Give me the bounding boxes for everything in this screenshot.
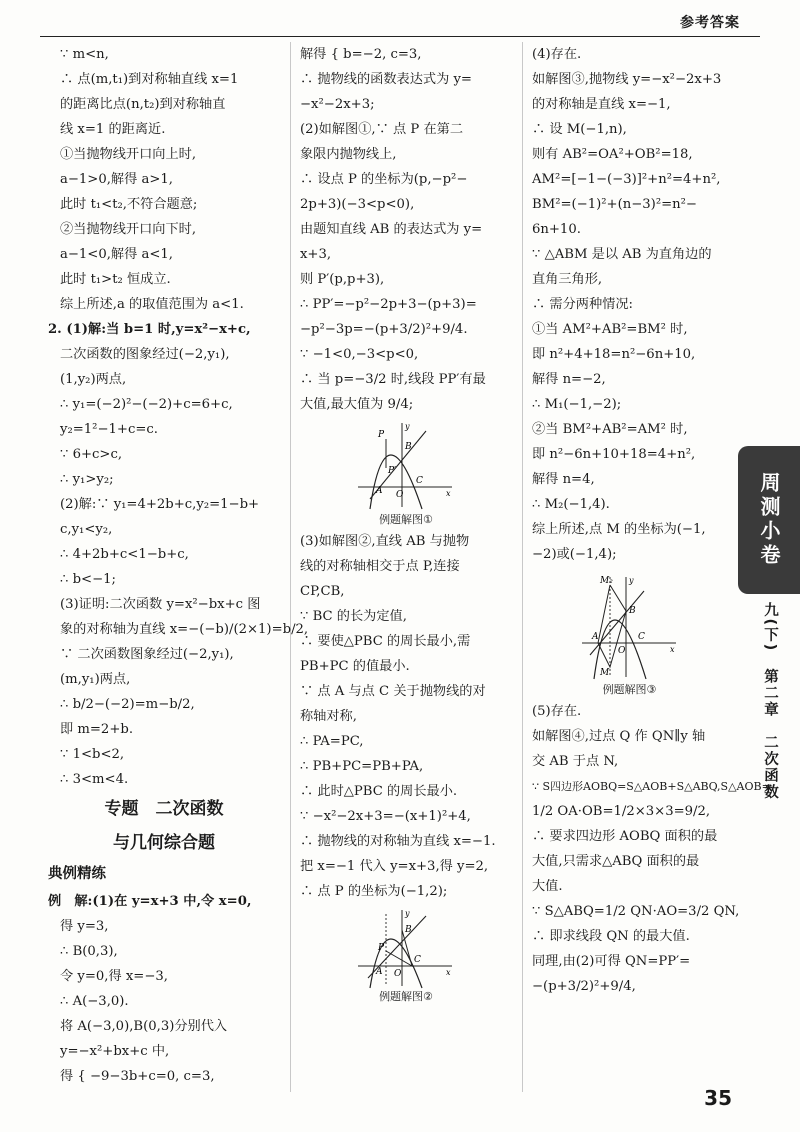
- text-line: ∴ 当 p=−3/2 时,线段 PP′有最: [300, 372, 486, 387]
- text-line: 解得 n=4,: [532, 472, 595, 487]
- label-a: A: [376, 967, 383, 977]
- text-line: ∴ PA=PC,: [300, 734, 364, 749]
- text-line: −2)或(−1,4);: [532, 547, 617, 562]
- text-line: −(p+3/2)²+9/4,: [532, 979, 636, 994]
- text-line: 如解图④,过点 Q 作 QN∥y 轴: [532, 729, 706, 744]
- text-line: ∴ b/2−(−2)=m−b/2,: [60, 697, 195, 712]
- text-line: c,y₁<y₂,: [60, 522, 113, 537]
- label-b: B: [405, 442, 412, 452]
- text-line: 线 x=1 的距离近.: [60, 122, 166, 137]
- text-line: 得 y=3,: [60, 919, 109, 934]
- text-line: 大值,最大值为 9/4;: [300, 397, 414, 412]
- text-line: ∵ −1<0,−3<p<0,: [300, 347, 419, 362]
- text-line: ∵ 6+c>c,: [60, 447, 123, 462]
- text-line: ∴ 需分两种情况:: [532, 297, 633, 312]
- label-m2: M₂: [599, 576, 613, 586]
- label-p: P: [378, 430, 385, 440]
- text-line: y₂=1²−1+c=c.: [60, 422, 158, 437]
- text-line: ∴ M₂(−1,4).: [532, 497, 610, 512]
- text-line: 称轴对称,: [300, 709, 357, 724]
- text-line: ∴ 要求四边形 AOBQ 面积的最: [532, 829, 718, 844]
- text-line: 1/2 OA·OB=1/2×3×3=9/2,: [532, 804, 711, 819]
- text-line: ∴ PP′=−p²−2p+3−(p+3)=: [300, 297, 477, 312]
- text-line: ∵ −x²−2x+3=−(x+1)²+4,: [300, 809, 471, 824]
- text-line: y=−x²+bx+c 中,: [60, 1044, 170, 1059]
- text-line: ∴ y₁=(−2)²−(−2)+c=6+c,: [60, 397, 233, 412]
- text-line: 二次函数的图象经过(−2,y₁),: [60, 347, 230, 362]
- text-line: 直角三角形,: [532, 272, 603, 287]
- text-line: ∴ A(−3,0).: [60, 994, 129, 1009]
- text-line: ①当抛物线开口向上时,: [60, 147, 197, 162]
- text-line: ∵ 1<b<2,: [60, 747, 125, 762]
- text-line: ∴ B(0,3),: [60, 944, 118, 959]
- label-c: C: [414, 955, 421, 965]
- text-line: (m,y₁)两点,: [60, 672, 131, 687]
- label-p-prime: P′: [388, 466, 397, 476]
- text-line: 把 x=−1 代入 y=x+3,得 y=2,: [300, 859, 489, 874]
- text-line: ∴ PB+PC=PB+PA,: [300, 759, 424, 774]
- text-line: ∴ 设点 P 的坐标为(p,−p²−: [300, 172, 468, 187]
- label-m1: M: [599, 668, 609, 678]
- text-line: ∴ 点 P 的坐标为(−1,2);: [300, 884, 448, 899]
- text-line: 6n+10.: [532, 222, 581, 237]
- text-line: ∴ y₁>y₂;: [60, 472, 114, 487]
- text-line: ∴ b<−1;: [60, 572, 116, 587]
- text-line: ∴ 3<m<4.: [60, 772, 129, 787]
- text-line: ∵ S△ABQ=1/2 QN·AO=3/2 QN,: [532, 904, 740, 919]
- text-line: x+3,: [300, 247, 332, 262]
- text-line: a−1>0,解得 a>1,: [60, 172, 173, 187]
- label-y: y: [405, 909, 410, 918]
- figure-1: [356, 421, 456, 511]
- label-a: A: [376, 486, 383, 496]
- text-line: 则有 AB²=OA²+OB²=18,: [532, 147, 693, 162]
- text-line: ∴ 点(m,t₁)到对称轴直线 x=1: [60, 72, 239, 87]
- text-line: ∵ 点 A 与点 C 关于抛物线的对: [300, 684, 486, 699]
- figure-caption: 例题解图③: [602, 683, 657, 696]
- chapter-label: 九(下) 第二章 二次函数: [762, 602, 778, 801]
- text-line: (1,y₂)两点,: [60, 372, 127, 387]
- text-line: 大值,只需求△ABQ 面积的最: [532, 854, 700, 869]
- side-tab: 周测小卷: [738, 446, 800, 594]
- text-line: ∵ 二次函数图象经过(−2,y₁),: [60, 647, 234, 662]
- label-p: P: [378, 943, 385, 953]
- text-line: ∴ 抛物线的对称轴为直线 x=−1.: [300, 834, 496, 849]
- text-line: 线的对称轴相交于点 P,连接: [300, 559, 460, 574]
- text-line: −x²−2x+3;: [300, 97, 375, 112]
- text-line: ∴ 4+2b+c<1−b+c,: [60, 547, 189, 562]
- text-line: 综上所述,点 M 的坐标为(−1,: [532, 522, 706, 537]
- text-line: 大值.: [532, 879, 563, 894]
- text-line: ∵ S四边形AOBQ=S△AOB+S△ABQ,S△AOB=: [532, 780, 771, 793]
- text-line: 2p+3)(−3<p<0),: [300, 197, 415, 212]
- label-c: C: [637, 632, 645, 642]
- label-y: y: [405, 422, 410, 431]
- label-y: y: [628, 576, 634, 585]
- label-b: B: [628, 606, 636, 616]
- text-line: (2)如解图①,∵ 点 P 在第二: [300, 122, 464, 137]
- text-line: 如解图③,抛物线 y=−x²−2x+3: [532, 72, 722, 87]
- header-rule: [40, 36, 760, 37]
- text-line: 此时 t₁>t₂ 恒成立.: [60, 272, 171, 287]
- text-line: 解得 { b=−2, c=3,: [300, 47, 422, 62]
- text-line: 即 n²+4+18=n²−6n+10,: [532, 347, 696, 362]
- text-line: 的对称轴是直线 x=−1,: [532, 97, 671, 112]
- text-line: 综上所述,a 的取值范围为 a<1.: [60, 297, 244, 312]
- text-line: 将 A(−3,0),B(0,3)分别代入: [60, 1019, 228, 1034]
- figure-caption: 例题解图①: [379, 513, 433, 526]
- column-2: [300, 42, 512, 1006]
- parabola: [370, 455, 422, 509]
- text-line: ∴ 即求线段 QN 的最大值.: [532, 929, 690, 944]
- text-line: 同理,由(2)可得 QN=PP′=: [532, 954, 691, 969]
- text-line: AM²=[−1−(−3)]²+n²=4+n²,: [532, 172, 721, 187]
- text-line: ∴ 设 M(−1,n),: [532, 122, 627, 137]
- text-line: ∴ 抛物线的函数表达式为 y=: [300, 72, 472, 87]
- text-line: (3)如解图②,直线 AB 与抛物: [300, 534, 470, 549]
- label-o: O: [617, 646, 625, 656]
- text-line: 得 { −9−3b+c=0, c=3,: [60, 1069, 215, 1084]
- example-start: 例 解:(1)在 y=x+3 中,令 x=0,: [48, 894, 252, 909]
- text-line: ②当抛物线开口向下时,: [60, 222, 197, 237]
- text-line: 由题知直线 AB 的表达式为 y=: [300, 222, 483, 237]
- label-c: C: [416, 476, 423, 486]
- text-line: (4)存在.: [532, 47, 582, 62]
- label-x: x: [669, 645, 675, 654]
- text-line: (3)证明:二次函数 y=x²−bx+c 图: [60, 597, 261, 612]
- label-x: x: [446, 968, 451, 977]
- text-line: CP,CB,: [300, 584, 345, 599]
- page-header-title: 参考答案: [680, 15, 740, 31]
- line-ab: [590, 591, 644, 655]
- text-line: 即 n²−6n+10+18=4+n²,: [532, 447, 696, 462]
- column-1: [48, 42, 309, 1089]
- label-o: O: [394, 969, 402, 979]
- label-x: x: [446, 489, 451, 498]
- text-line: 令 y=0,得 x=−3,: [60, 969, 168, 984]
- text-line: 的距离比点(n,t₂)到对称轴直: [60, 97, 226, 112]
- column-divider: [290, 42, 291, 1092]
- text-line: ∴ 此时△PBC 的周长最小.: [300, 784, 458, 799]
- label-a: A: [591, 632, 598, 642]
- figure-caption: 例题解图②: [379, 990, 433, 1003]
- column-divider: [522, 42, 523, 1092]
- figure-3: [580, 571, 680, 681]
- page-number: 35: [704, 1086, 732, 1110]
- section-title: 专题 二次函数: [104, 799, 224, 819]
- text-line: 即 m=2+b.: [60, 722, 134, 737]
- text-line: ∴ 要使△PBC 的周长最小,需: [300, 634, 471, 649]
- label-b: B: [405, 925, 412, 935]
- text-line: ∵ BC 的长为定值,: [300, 609, 407, 624]
- text-line: ∵ △ABM 是以 AB 为直角边的: [532, 247, 712, 262]
- text-line: a−1<0,解得 a<1,: [60, 247, 173, 262]
- label-o: O: [396, 490, 404, 500]
- section-title: 与几何综合题: [113, 833, 215, 853]
- text-line: −p²−3p=−(p+3/2)²+9/4.: [300, 322, 468, 337]
- text-line: ②当 BM²+AB²=AM² 时,: [532, 422, 688, 437]
- text-line: (5)存在.: [532, 704, 582, 719]
- text-line: 交 AB 于点 N,: [532, 754, 619, 769]
- text-line: 象限内抛物线上,: [300, 147, 397, 162]
- text-line: ∵ m<n,: [60, 47, 109, 62]
- problem-2-start: 2. (1)解:当 b=1 时,y=x²−x+c,: [48, 322, 251, 337]
- text-line: 则 P′(p,p+3),: [300, 272, 385, 287]
- text-line: BM²=(−1)²+(n−3)²=n²−: [532, 197, 697, 212]
- text-line: ①当 AM²+AB²=BM² 时,: [532, 322, 688, 337]
- section-subtitle: 典例精练: [48, 866, 106, 882]
- text-line: (2)解:∵ y₁=4+2b+c,y₂=1−b+: [60, 497, 260, 512]
- text-line: 解得 n=−2,: [532, 372, 606, 387]
- text-line: PB+PC 的值最小.: [300, 659, 410, 674]
- text-line: 此时 t₁<t₂,不符合题意;: [60, 197, 198, 212]
- text-line: 象的对称轴为直线 x=−(−b)/(2×1)=b/2,: [60, 622, 309, 637]
- figure-2: [356, 908, 456, 988]
- text-line: ∴ M₁(−1,−2);: [532, 397, 622, 412]
